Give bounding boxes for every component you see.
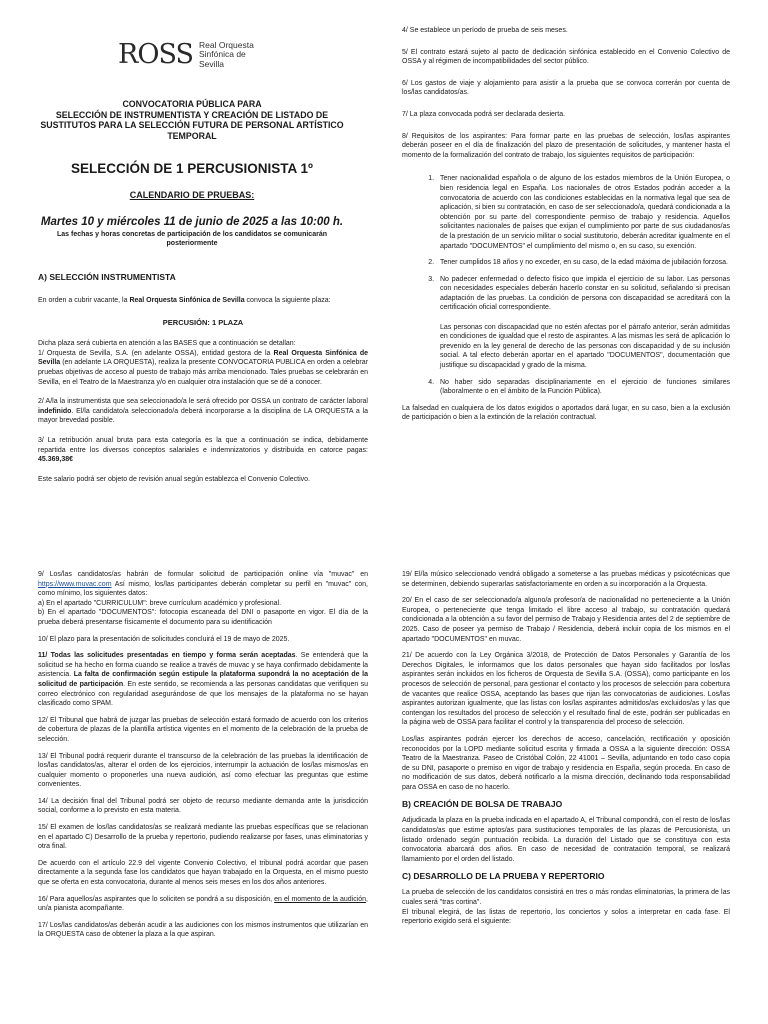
base-8: 8/ Requisitos de los aspirantes: Para formar parte en las pruebas de selección, los/las aspirantes deberán poseer en el día de finalización del plazo de presentación de solicitudes, y mantener hasta el momento de la formalización del contrato de trabajo, los siguientes requisitos de participación:: [402, 132, 730, 159]
base-11: 11/ Todas las solicitudes presentadas en tiempo y forma serán aceptadas. Se entenderá que la solicitud se ha hecho en forma cuando se realice a través de muvac y se haya confirmado debidamente la asistencia. La falta de confirmación según estipule la plataforma supondrá la no aceptación de la solicitud de participación. En este sentido, se recomienda a las personas candidatas que verifiquen su correo electrónico con regularidad asegurándose de que los mensajes de la plataforma no se hayan clasificado como SPAM.: [38, 652, 369, 708]
base-10: 10/ El plazo para la presentación de solicitudes concluirá el 19 de mayo de 2025.: [38, 635, 290, 643]
bases-4-8: [402, 26, 730, 423]
prueba-rounds: La prueba de selección de los candidatos consistirá en tres o más rondas eliminatorias, la primera de las cuales será "tras cortina".: [402, 889, 730, 907]
base-15-convenio: De acuerdo con el artículo 22.9 del vigente Convenio Colectivo, el tribunal podrá acordar que pasen directamente a la segunda fase los candidatos que hayan trabajado en la Orquesta, en el mismo puesto que se oferta en esta convocatoria, durante al menos seis meses en los dos años anteriores.: [38, 859, 368, 887]
requirement-3: 3. No padecer enfermedad o defecto físico que impida el ejercicio de su labor. Las personas con necesidades especiales deberán hacerlo constar en su solicitud, señalando si precisan adaptación de las pruebas. La condición de persona con discapacidad se acreditará con la certificación oficial correspondiente. Las personas con discapacidad que no estén afectas por el párrafo anterior, serán admitidas en condiciones de igualdad que el resto de aspirantes. A las mismas les será de aplicación lo prevenido en la ley general de derecho de las personas con discapacidad y de su inclusión social. A tal efecto deberán aportar en el apartado "DOCUMENTOS", documentación que justifique su discapacidad y grado de la misma.: [436, 275, 730, 371]
base-3: 3/ La retribución anual bruta para esta categoría es la que a continuación se indica, debidamente repartida entre los diversos conceptos salariales e indemnizatorios y distribuida en catorce pagas: 45.369,38€: [38, 436, 368, 464]
page-1-right: [384, 0, 768, 540]
intro-paragraph: En orden a cubrir vacante, la Real Orquesta Sinfónica de Sevilla convoca la siguiente plaza:: [38, 297, 331, 304]
bolsa-paragraph: Adjudicada la plaza en la prueba indicada en el apartado A, el Tribunal compondrá, con el resto de los/las candidatos/as que estime aptos/as para sustituciones temporales de las plazas de Percusionista, un listado ordenado según puntuación recibida. La duración del Listado que se constituya con esta convocatoria abarcará dos años. En caso de necesidad de contratación temporal, se realizará llamamiento por el orden del listado.: [402, 817, 730, 863]
section-a: [38, 272, 368, 484]
section-c-heading: C) DESARROLLO DE LA PRUEBA Y REPERTORIO: [402, 871, 605, 882]
repertorio-intro: El tribunal elegirá, de las listas de repertorio, los conciertos y solos a interpretar en cada fase. El repertorio exigido será el siguiente:: [402, 908, 730, 926]
bases-9-17: [38, 570, 368, 940]
bases-intro: Dicha plaza será cubierta en atención a las BASES que a continuación se detallan:: [38, 340, 296, 348]
document-title: SELECCIÓN DE 1 PERCUSIONISTA 1º: [71, 161, 313, 176]
logo-mark: ROSS: [118, 39, 193, 70]
calendar-heading: CALENDARIO DE PRUEBAS:: [129, 190, 255, 200]
base-20: 20/ En el caso de ser seleccionado/a alguno/a profesor/a de nacionalidad no perteneciente a la Unión Europea, o perteneciente que tenga limitado el libre acceso al trabajo, su contratación quedará condicionada a la obtención a su favor del permiso de Trabajo y Residencia antes del 2 de septiembre de 2025. Caso de poseer ya permiso de Trabajo / Residencia, deberá incluir copia de los mismos en el apartado "DOCUMENTOS" en muvac.: [402, 597, 730, 643]
requirement-1: 1. Tener nacionalidad española o de alguno de los estados miembros de la Unión Europea, o bien residencia legal en España. Los nacionales de otros Estados podrán acceder a la convocatoria de acuerdo con las condiciones establecidas en la normativa legal que sea de aplicación, si bien su contratación, en caso de ser seleccionado/a, quedará condicionada a la obtención por su parte del correspondiente permiso de trabajo y residencia. Aquellos solicitantes nacionales de países que exijan el cumplimiento por parte de sus ciudadanos/as de la prestación de un servicio militar o social sustitutorio, deberán acreditar igualmente en el apartado "DOCUMENTOS" el cumplimiento del mismo o, en su caso, su exención.: [436, 174, 730, 251]
section-b-heading: B) CREACIÓN DE BOLSA DE TRABAJO: [402, 799, 563, 810]
base-1: 1/ Orquesta de Sevilla, S.A. (en adelante OSSA), entidad gestora de la Real Orquesta Sinfónica de Sevilla (en adelante LA ORQUESTA), realiza la presente CONVOCATORIA PUBLICA en orden a celebrar pruebas objetivas de acceso al puesto de trabajo más arriba mencionado. Tales pruebas se celebrarán en Sevilla, en el Teatro de la Maestranza y/o en cualquier otra instalación que se dé a conocer.: [38, 349, 368, 386]
section-a-heading: A) SELECCIÓN INSTRUMENTISTA: [38, 272, 176, 282]
base-2: 2/ A/la la instrumentista que sea seleccionado/a le será ofrecido por OSSA un contrato de carácter laboral indefinido. El/la candidato/a seleccionado/a deberá incorporarse a la disciplina de LA ORQUESTA a la mayor brevedad posible.: [38, 398, 368, 425]
logo-text: Real Orquesta Sinfónica de Sevilla: [198, 39, 254, 69]
requirement-4: 4. No haber sido separadas disciplinariamente en el ejercicio de funciones similares (laboralmente o en el ámbito de la Función Pública).: [436, 378, 730, 397]
page-1-left: [0, 0, 384, 540]
base-21: 21/ De acuerdo con la Ley Orgánica 3/2018, de Protección de Datos Personales y Garantía de los Derechos Digitales, le informamos que los datos personales que hayan sido facilitados por los/las aspirantes serán incluidos en los ficheros de Orquesta de Sevilla S.A. (OSSA), como participante en los procesos de selección de personal, para gestionar el contacto y los procesos de selección para cobertura de vacantes que realice OSSA, aceptando las bases que rijan las convocatorias de audiciones. Los/las aspirantes autorizan igualmente, que las listas con los/las aspirantes admitidos/as excluidos/as y las que contengan los resultados del proceso de selección y el resultado final de este, podrán ser publicadas en la página web de OSSA para facilitar el control y la transparencia del proceso de selección.: [402, 652, 730, 727]
requirements-list: [402, 174, 730, 396]
plaza-label: PERCUSIÓN: 1 PLAZA: [162, 317, 244, 327]
base-12: 12/ El Tribunal que habrá de juzgar las pruebas de selección estará formado de acuerdo con los criterios de cobertura de plazas de la plantilla artística vigentes en el momento de la celebración de la prueba de selección.: [38, 716, 368, 743]
base-6: 6/ Los gastos de viaje y alojamiento para asistir a la prueba que se convoca correrán por cuenta de los/las candidatos/as.: [402, 79, 730, 97]
date-note: Las fechas y horas concretas de participación de los candidatos se comunicarán posteriormente: [57, 231, 327, 247]
falsedad-note: La falsedad en cualquiera de los datos exigidos o aportados dará lugar, en su caso, bien a la exclusión de participación o bien a la extinción de la relación contractual.: [402, 404, 730, 422]
ross-logo: [118, 40, 254, 70]
convocatoria-header: CONVOCATORIA PÚBLICA PARA SELECCIÓN DE INSTRUMENTISTA Y CREACIÓN DE LISTADO DE SUSTITUTOS PARA LA SELECCIÓN FUTURA DE PERSONAL ARTÍSTICO TEMPORAL: [40, 99, 344, 141]
salary-note: Este salario podrá ser objeto de revisión anual según establezca el Convenio Colectivo.: [38, 475, 310, 483]
base-15: 15/ El examen de los/las candidatos/as se realizará mediante las pruebas específicas que se relacionan en el apartado C) Desarrollo de la prueba y repertorio, pudiendo realizarse por fases, unas eliminatorias y otra final.: [38, 824, 368, 851]
requirement-2: 2. Tener cumplidos 18 años y no exceder, en su caso, de la edad máxima de jubilación forzosa.: [436, 258, 730, 268]
base-4: 4/ Se establece un período de prueba de seis meses.: [402, 27, 568, 34]
page-2-left: [0, 560, 384, 1024]
base-9: 9/ Los/las candidatos/as habrán de formular solicitud de participación online vía "muvac" en https://www.muvac.com Así mismo, los/las participantes deberán completar su perfil en "muvac" con, como mínimo, los siguientes datos: a) En el apartado "CURRICULUM": breve currículum académico y profesional. b) En el apartado "DOCUMENTOS": fotocopia escaneada del DNI o pasaporte en vigor. El día de la prueba deberá presentarse físicamente el documento para su identificación: [38, 571, 368, 626]
base-5: 5/ El contrato estará sujeto al pacto de dedicación sinfónica establecido en el Convenio Colectivo de OSSA y al régimen de incompatibilidades del sector público.: [402, 48, 730, 66]
lopd-rights: Los/las aspirantes podrán ejercer los derechos de acceso, cancelación, rectificación y oposición reconocidos por la LOPD mediante solicitud escrita y firmada a OSSA a la siguiente dirección: OSSA Teatro de la Maestranza. Paseo de Cristóbal Colón, 22 41001 – Sevilla, adjuntando en todo caso copia de su DNI, pasaporte o premiso en vigor de trabajo y residencia en España, según proceda. En caso de no modificación de sus datos, deberá notificarlo a la misma dirección, declinando toda responsabilidad para OSSA en caso de no hacerlo.: [402, 735, 730, 791]
base-17: 17/ Los/las candidatos/as deberán acudir a las audiciones con los mismos instrumentos que utilizarían en la ORQUESTA caso de obtener la plaza a la que aspiran.: [38, 921, 368, 939]
base-19: 19/ El/la músico seleccionado vendrá obligado a someterse a las pruebas médicas y psicotécnicas que se determinen, debiendo superarlas satisfactoriamente en orden a su incorporación a la Orquesta.: [402, 571, 730, 588]
bases-19-c: [402, 570, 730, 927]
muvac-link[interactable]: https://www.muvac.com: [38, 580, 112, 588]
base-13: 13/ El Tribunal podrá requerir durante el transcurso de la celebración de las pruebas la identificación de los/las candidatos/as, alterar el orden de los ejercicios, interrumpir la actuación de los/las mismos/as en cualquier momento o proponerles una nueva audición, así como efectuar las preguntas que estime convenientes.: [38, 752, 368, 789]
base-14: 14/ La decisión final del Tribunal podrá ser objeto de recurso mediante demanda ante la jurisdicción social, conforme a lo previsto en esta materia.: [38, 797, 368, 815]
page-2-right: [384, 560, 768, 1024]
base-16: 16/ Para aquellos/as aspirantes que lo soliciten se pondrá a su disposición, en el momento de la audición, un/a pianista acompañante.: [38, 895, 368, 913]
base-7: 7/ La plaza convocada podrá ser declarada desierta.: [402, 110, 566, 118]
test-date: Martes 10 y miércoles 11 de junio de 2025 a las 10:00 h.: [40, 216, 344, 228]
